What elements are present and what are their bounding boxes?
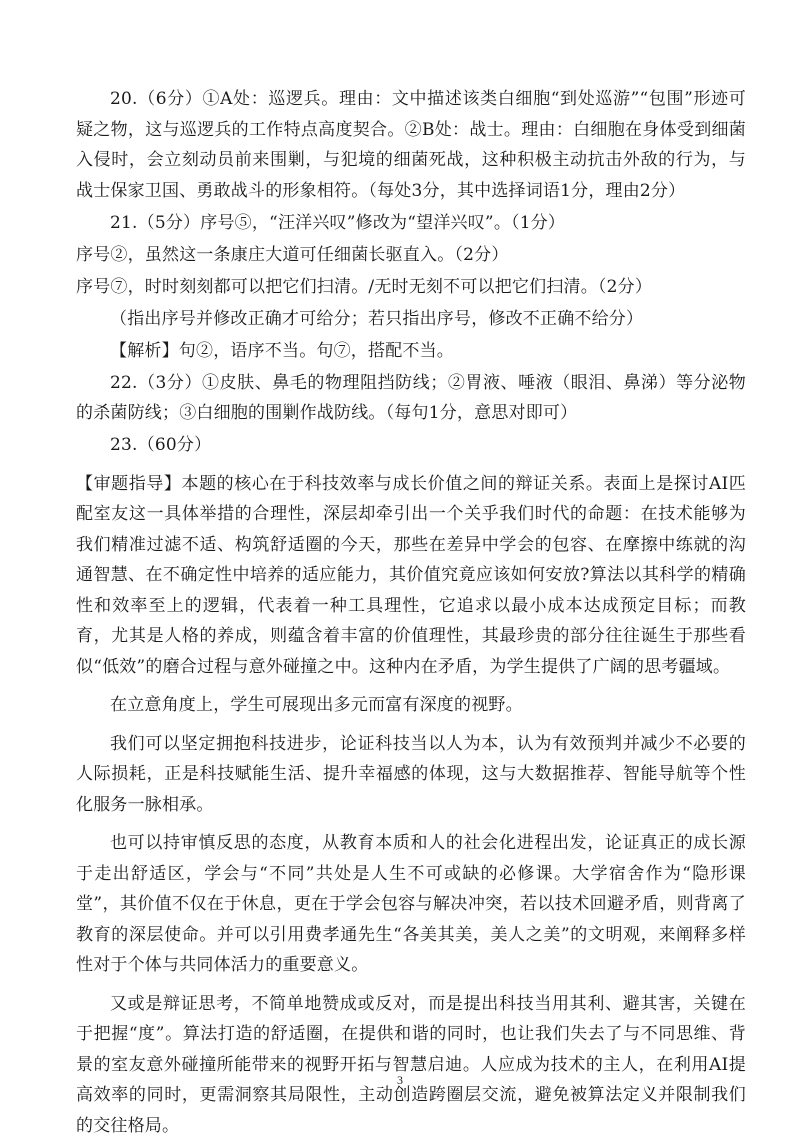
answer-23-guidance: 【审题指导】本题的核心在于科技效率与成长价值之间的辩证关系。表面上是探讨AI匹配室友这一具体举措的合理性，深层却牵引出一个关乎我们时代的命题：在技术能够为我们精准过滤不适、构筑舒适圈的今天，那些在差异中学会的包容、在摩擦中练就的沟通智慧、在不确定性中培养的适应能力，其价值究竟应该如何安放?算法以其科学的精确性和效率至上的逻辑，代表着一种工具理性，它追求以最小成本达成预定目标；而教育，尤其是人格的养成，则蕴含着丰富的价值理性，其最珍贵的部分往往诞生于那些看似“低效”的磨合过程与意外碰撞之中。这种内在矛盾，为学生提供了广阔的思考疆域。 [76,473,746,677]
page-number: 3 [397,1073,403,1087]
document-body [76,84,746,1143]
answer-20: 20.（6分）①A处：巡逻兵。理由：文中描述该类白细胞“到处巡游”“包围”形迹可疑之物，这与巡逻兵的工作特点高度契合。②B处：战士。理由：白细胞在身体受到细菌入侵时，会立刻动员前来围剿，与犯境的细菌死战，这种积极主动抗击外敌的行为，与战士保家卫国、勇敢战斗的形象相符。（每处3分，其中选择词语1分，理由2分） [76,89,746,201]
answer-21-scoring-note: （指出序号并修改正确才可给分；若只指出序号，修改不正确不给分） [110,308,644,329]
answer-21-analysis: 【解析】句②，语序不当。句⑦，搭配不当。 [110,340,454,361]
answer-23-heading: 23.（60分） [110,435,212,455]
answer-23-perspective-2: 也可以持审慎反思的态度，从教育本质和人的社会化进程出发，论证真正的成长源于走出舒适区，学会与“不同”共处是人生不可或缺的必修课。大学宿舍作为“隐形课堂”，其价值不仅在于休息，更在于学会包容与解决冲突，若以技术回避矛盾，则背离了教育的深层使命。并可以引用费孝通先生“各美其美，美人之美”的文明观，来阐释多样性对于个体与共同体活力的重要意义。 [76,833,746,975]
answer-22: 22.（3分）①皮肤、鼻毛的物理阻挡防线；②胃液、唾液（眼泪、鼻涕）等分泌物的杀菌防线；③白细胞的围剿作战防线。（每句1分，意思对即可） [76,372,746,423]
answer-23-perspective-3: 又或是辩证思考，不简单地赞成或反对，而是提出科技当用其利、避其害，关键在于把握“度”。算法打造的舒适圈，在提供和谐的同时，也让我们失去了与不同思维、背景的室友意外碰撞所能带来的视野开拓与智慧启迪。人应成为技术的主人，在利用AI提高效率的同时，更需洞察其局限性，主动创造跨圈层交流，避免被算法定义并限制我们的交往格局。 [76,993,746,1136]
answer-23-perspective-1: 我们可以坚定拥抱科技进步，论证科技当以人为本，认为有效预判并减少不必要的人际损耗，正是科技赋能生活、提升幸福感的体现，这与大数据推荐、智能导航等个性化服务一脉相承。 [76,733,746,815]
answer-21: 21.（5分）序号⑤，“汪洋兴叹”修改为“望洋兴叹”。（1分） [110,212,566,233]
answer-21-item-2: 序号②，虽然这一条康庄大道可任细菌长驱直入。（2分） [76,244,509,265]
answer-23-perspective-intro: 在立意角度上，学生可展现出多元而富有深度的视野。 [110,695,523,715]
answer-21-item-7: 序号⑦，时时刻刻都可以把它们扫清。/无时无刻不可以把它们扫清。（2分） [76,276,653,297]
